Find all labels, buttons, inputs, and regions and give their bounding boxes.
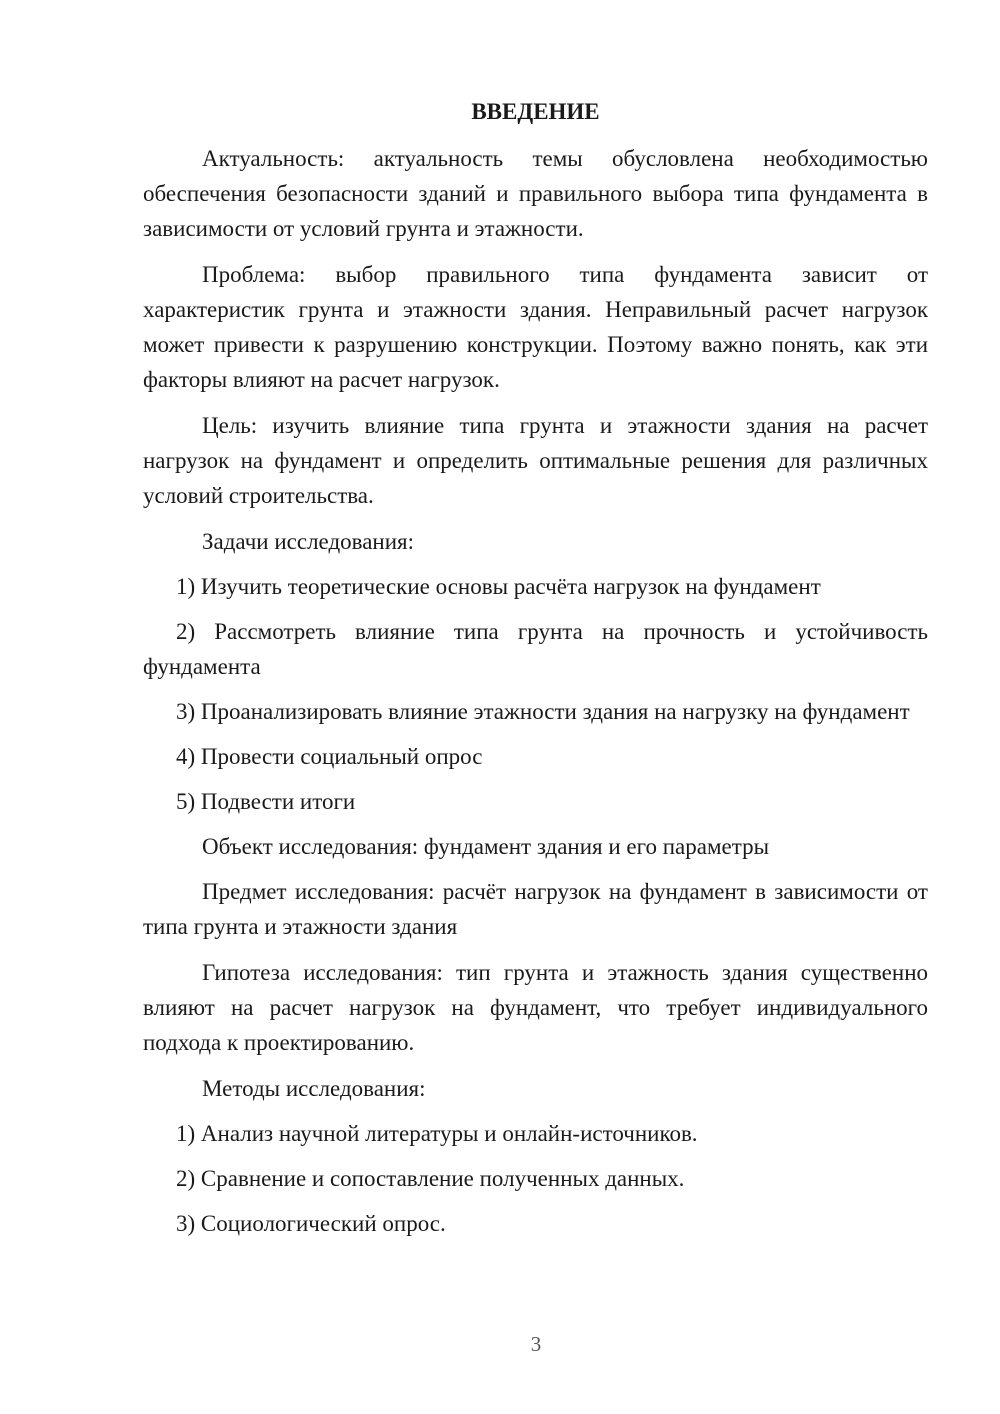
goal-paragraph: Цель: изучить влияние типа грунта и этажности здания на расчет нагрузок на фундамент и определить оптимальные решения для различных условий строительства. [143, 413, 928, 508]
method-item-1: 1) Анализ научной литературы и онлайн-источников. [176, 1121, 698, 1146]
hypothesis-paragraph: Гипотеза исследования: тип грунта и этажность здания существенно влияют на расчет нагрузок на фундамент, что требует индивидуального подхода к проектированию. [143, 960, 928, 1055]
task-item-2: 2) Рассмотреть влияние типа грунта на прочность и устойчивость фундамента [143, 619, 928, 679]
method-item-3: 3) Социологический опрос. [176, 1211, 446, 1236]
object-paragraph: Объект исследования: фундамент здания и его параметры [202, 834, 770, 859]
subject-paragraph: Предмет исследования: расчёт нагрузок на фундамент в зависимости от типа грунта и этажности здания [143, 879, 928, 939]
method-item-2: 2) Сравнение и сопоставление полученных данных. [176, 1166, 685, 1191]
task-item-3: 3) Проанализировать влияние этажности здания на нагрузку на фундамент [176, 699, 910, 724]
methods-heading: Методы исследования: [202, 1076, 426, 1101]
page-title: ВВЕДЕНИЕ [471, 99, 600, 124]
page-content [143, 94, 928, 1251]
task-item-1: 1) Изучить теоретические основы расчёта нагрузок на фундамент [176, 574, 821, 599]
page-number: 3 [530, 1332, 542, 1356]
task-item-4: 4) Провести социальный опрос [176, 744, 483, 769]
task-item-5: 5) Подвести итоги [176, 789, 356, 814]
problem-paragraph: Проблема: выбор правильного типа фундамента зависит от характеристик грунта и этажности здания. Неправильный расчет нагрузок может привести к разрушению конструкции. Поэтому важно понять, как эти факторы влияют на расчет нагрузок. [143, 262, 928, 392]
tasks-heading: Задачи исследования: [202, 529, 415, 554]
relevance-paragraph: Актуальность: актуальность темы обусловлена необходимостью обеспечения безопасности зданий и правильного выбора типа фундамента в зависимости от условий грунта и этажности. [143, 146, 928, 241]
